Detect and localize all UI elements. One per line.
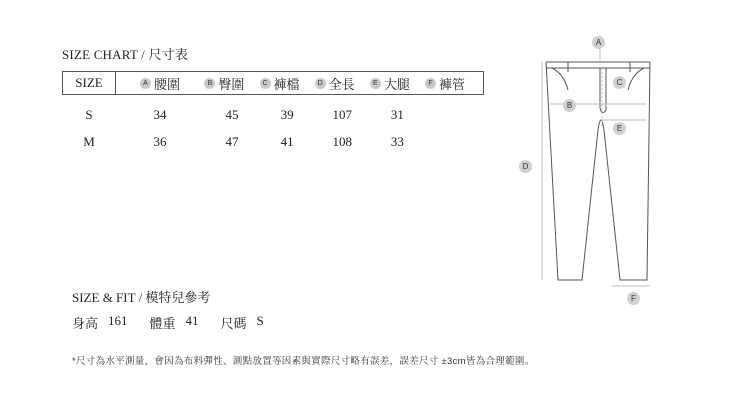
size-value: S [256,313,264,328]
diagram-label-b: B [563,99,576,112]
badge-b: B [204,78,215,89]
column-header-waist [116,72,205,95]
hip-cell: 47 [225,133,239,149]
column-header-length [315,72,370,95]
length-cell: 107 [332,106,352,122]
measurement-footnote: *尺寸為水平測量，會因為布料彈性、測點放置等因素與實際尺寸略有誤差，誤差尺寸 ±3cm皆為合理範圍。 [72,356,535,367]
column-label: 褲檔 [273,77,300,92]
column-label: 大腿 [383,77,410,92]
diagram-label-d: D [519,160,532,173]
height-label: 身高 [72,316,99,331]
badge-c: C [260,78,271,89]
waist-cell: 34 [153,106,167,122]
diagram-label-a: A [592,36,605,49]
size-column-header: SIZE [63,72,116,95]
waist-cell: 36 [153,133,167,149]
diagram-label-e: E [613,122,626,135]
height-value: 161 [108,313,128,328]
rise-cell: 39 [280,106,294,122]
table-row [63,95,484,129]
table-header-row [63,72,484,95]
length-cell: 108 [332,133,352,149]
pants-diagram [510,30,670,310]
hem-cell [425,95,484,129]
size-cell: S [85,106,93,122]
column-label: 臀圍 [218,77,245,92]
diagram-label-f: F [627,292,640,305]
rise-cell: 41 [280,133,294,149]
column-label: 褲管 [439,77,466,92]
hip-cell: 45 [225,106,239,122]
column-header-rise [260,72,315,95]
weight-label: 體重 [149,316,176,331]
badge-a: A [140,78,151,89]
badge-e: E [370,78,381,89]
size-label: 尺碼 [220,316,247,331]
weight-value: 41 [185,313,199,328]
size-chart-title: SIZE CHART / 尺寸表 [62,47,189,62]
table-row [63,128,484,155]
size-table [62,71,484,155]
pants-outline-illustration [510,30,670,310]
thigh-cell: 31 [390,106,404,122]
badge-d: D [315,78,326,89]
column-label: 腰圍 [154,77,181,92]
thigh-cell: 33 [390,133,404,149]
column-label: 全長 [328,77,355,92]
hem-cell [425,128,484,155]
size-cell: M [83,133,95,149]
badge-f: F [425,78,436,89]
column-header-thigh [370,72,425,95]
fit-title: SIZE & FIT / 模特兒參考 [72,290,211,305]
column-header-hip [204,72,259,95]
column-header-hem [425,72,484,95]
diagram-label-c: C [613,76,626,89]
model-fit-info [72,313,286,332]
